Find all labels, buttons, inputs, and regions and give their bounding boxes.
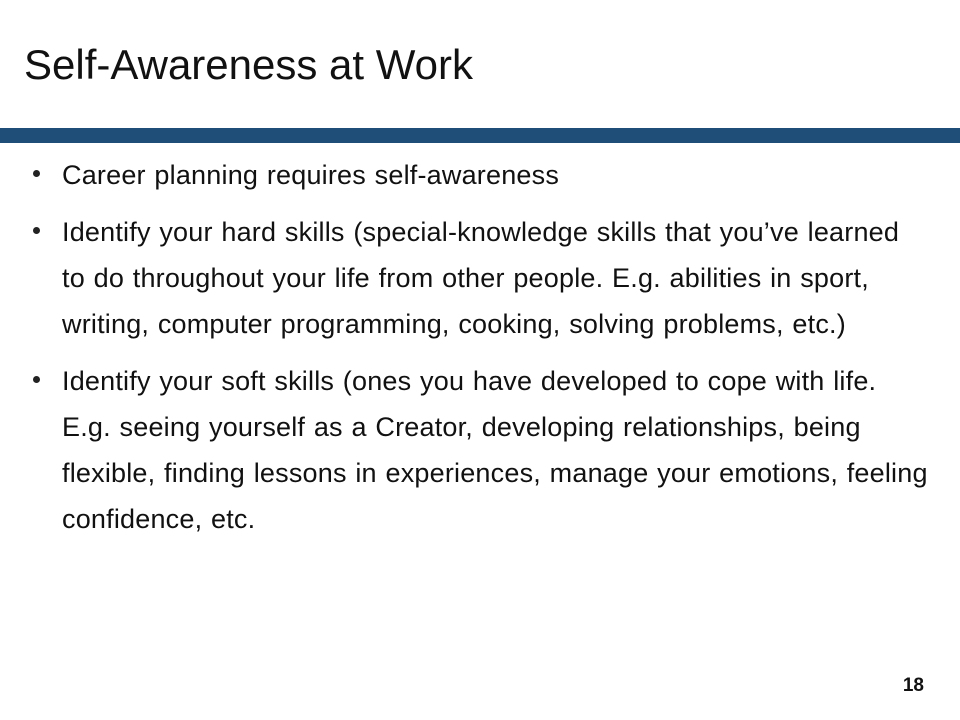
bullet-icon: [33, 170, 40, 177]
bullet-icon: [33, 227, 40, 234]
bullet-icon: [33, 376, 40, 383]
bullet-item-3: [0, 358, 960, 542]
bullet-item-1: [0, 152, 960, 198]
page-number: 18: [902, 675, 924, 696]
slide-title: Self-Awareness at Work: [24, 41, 473, 88]
bullet-text: Identify your hard skills (special-knowledge skills that you’ve learned to do throughout your life from other people. E.g. abilities in sport, writing, computer programming, cooking, solving problems, etc.): [62, 217, 900, 339]
bullet-item-2: [0, 209, 960, 347]
bullet-text: Career planning requires self-awareness: [62, 160, 560, 190]
bullet-text: Identify your soft skills (ones you have developed to cope with life. E.g. seeing yourself as a Creator, developing relationships, being flexible, finding lessons in experiences, manage your emotions, feeling confidence, etc.: [62, 366, 928, 534]
title-divider-bar: [0, 128, 960, 143]
bullet-list: [0, 152, 960, 553]
